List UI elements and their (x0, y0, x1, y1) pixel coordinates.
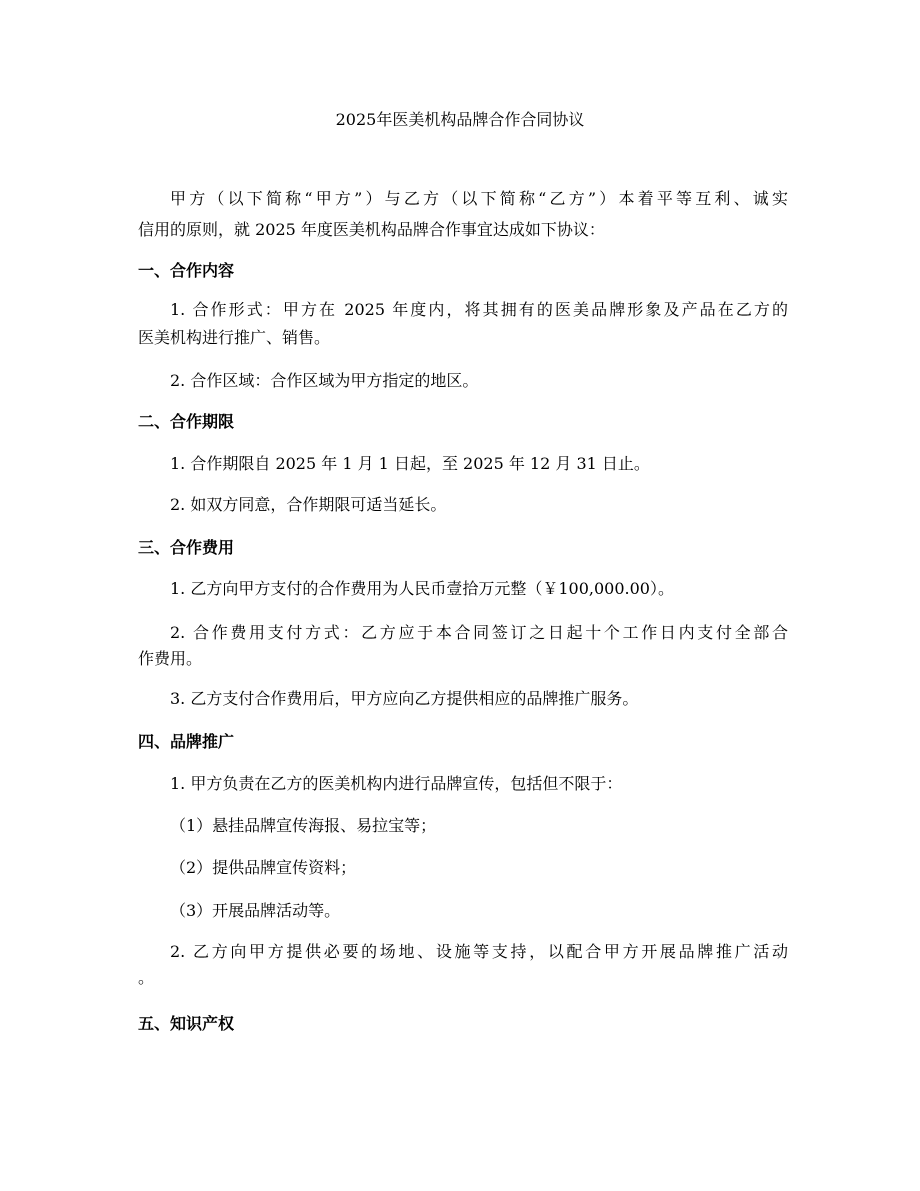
s4-sub1: （1）悬挂品牌宣传海报、易拉宝等； (170, 816, 437, 835)
intro-line-2: 信用的原则，就 2025 年度医美机构品牌合作事宜达成如下协议： (138, 220, 605, 239)
s2-item1: 1. 合作期限自 2025 年 1 月 1 日起，至 2025 年 12 月 31 日止。 (170, 454, 650, 473)
s3-item3: 3. 乙方支付合作费用后，甲方应向乙方提供相应的品牌推广服务。 (170, 689, 639, 708)
s1-item2: 2. 合作区域：合作区域为甲方指定的地区。 (170, 371, 479, 390)
s4-sub3: （3）开展品牌活动等。 (170, 901, 341, 920)
s4-item1: 1. 甲方负责在乙方的医美机构内进行品牌宣传，包括但不限于： (170, 774, 623, 793)
s3-item1: 1. 乙方向甲方支付的合作费用为人民币壹拾万元整（￥100,000.00）。 (170, 579, 674, 598)
s4-item2-line1: 2. 乙方向甲方提供必要的场地、设施等支持，以配合甲方开展品牌推广活动 (170, 942, 788, 961)
intro-line-1: 甲方（以下简称“甲方”）与乙方（以下简称“乙方”）本着平等互利、诚实 (170, 189, 788, 208)
s2-item2: 2. 如双方同意，合作期限可适当延长。 (170, 495, 447, 514)
s1-item1-line1: 1. 合作形式：甲方在 2025 年度内，将其拥有的医美品牌形象及产品在乙方的 (170, 300, 788, 319)
section-heading-4: 四、品牌推广 (138, 732, 235, 751)
section-heading-2: 二、合作期限 (138, 412, 235, 431)
s1-item1-line2: 医美机构进行推广、销售。 (138, 328, 331, 347)
section-heading-1: 一、合作内容 (138, 261, 235, 280)
document-title: 2025年医美机构品牌合作合同协议 (335, 110, 585, 129)
s4-item2-line2: 。 (138, 968, 155, 987)
s3-item2-line2: 作费用。 (138, 649, 203, 668)
section-heading-5: 五、知识产权 (138, 1014, 235, 1033)
s4-sub2: （2）提供品牌宣传资料； (170, 858, 357, 877)
section-heading-3: 三、合作费用 (138, 538, 235, 557)
s3-item2-line1: 2. 合作费用支付方式：乙方应于本合同签订之日起十个工作日内支付全部合 (170, 623, 788, 642)
